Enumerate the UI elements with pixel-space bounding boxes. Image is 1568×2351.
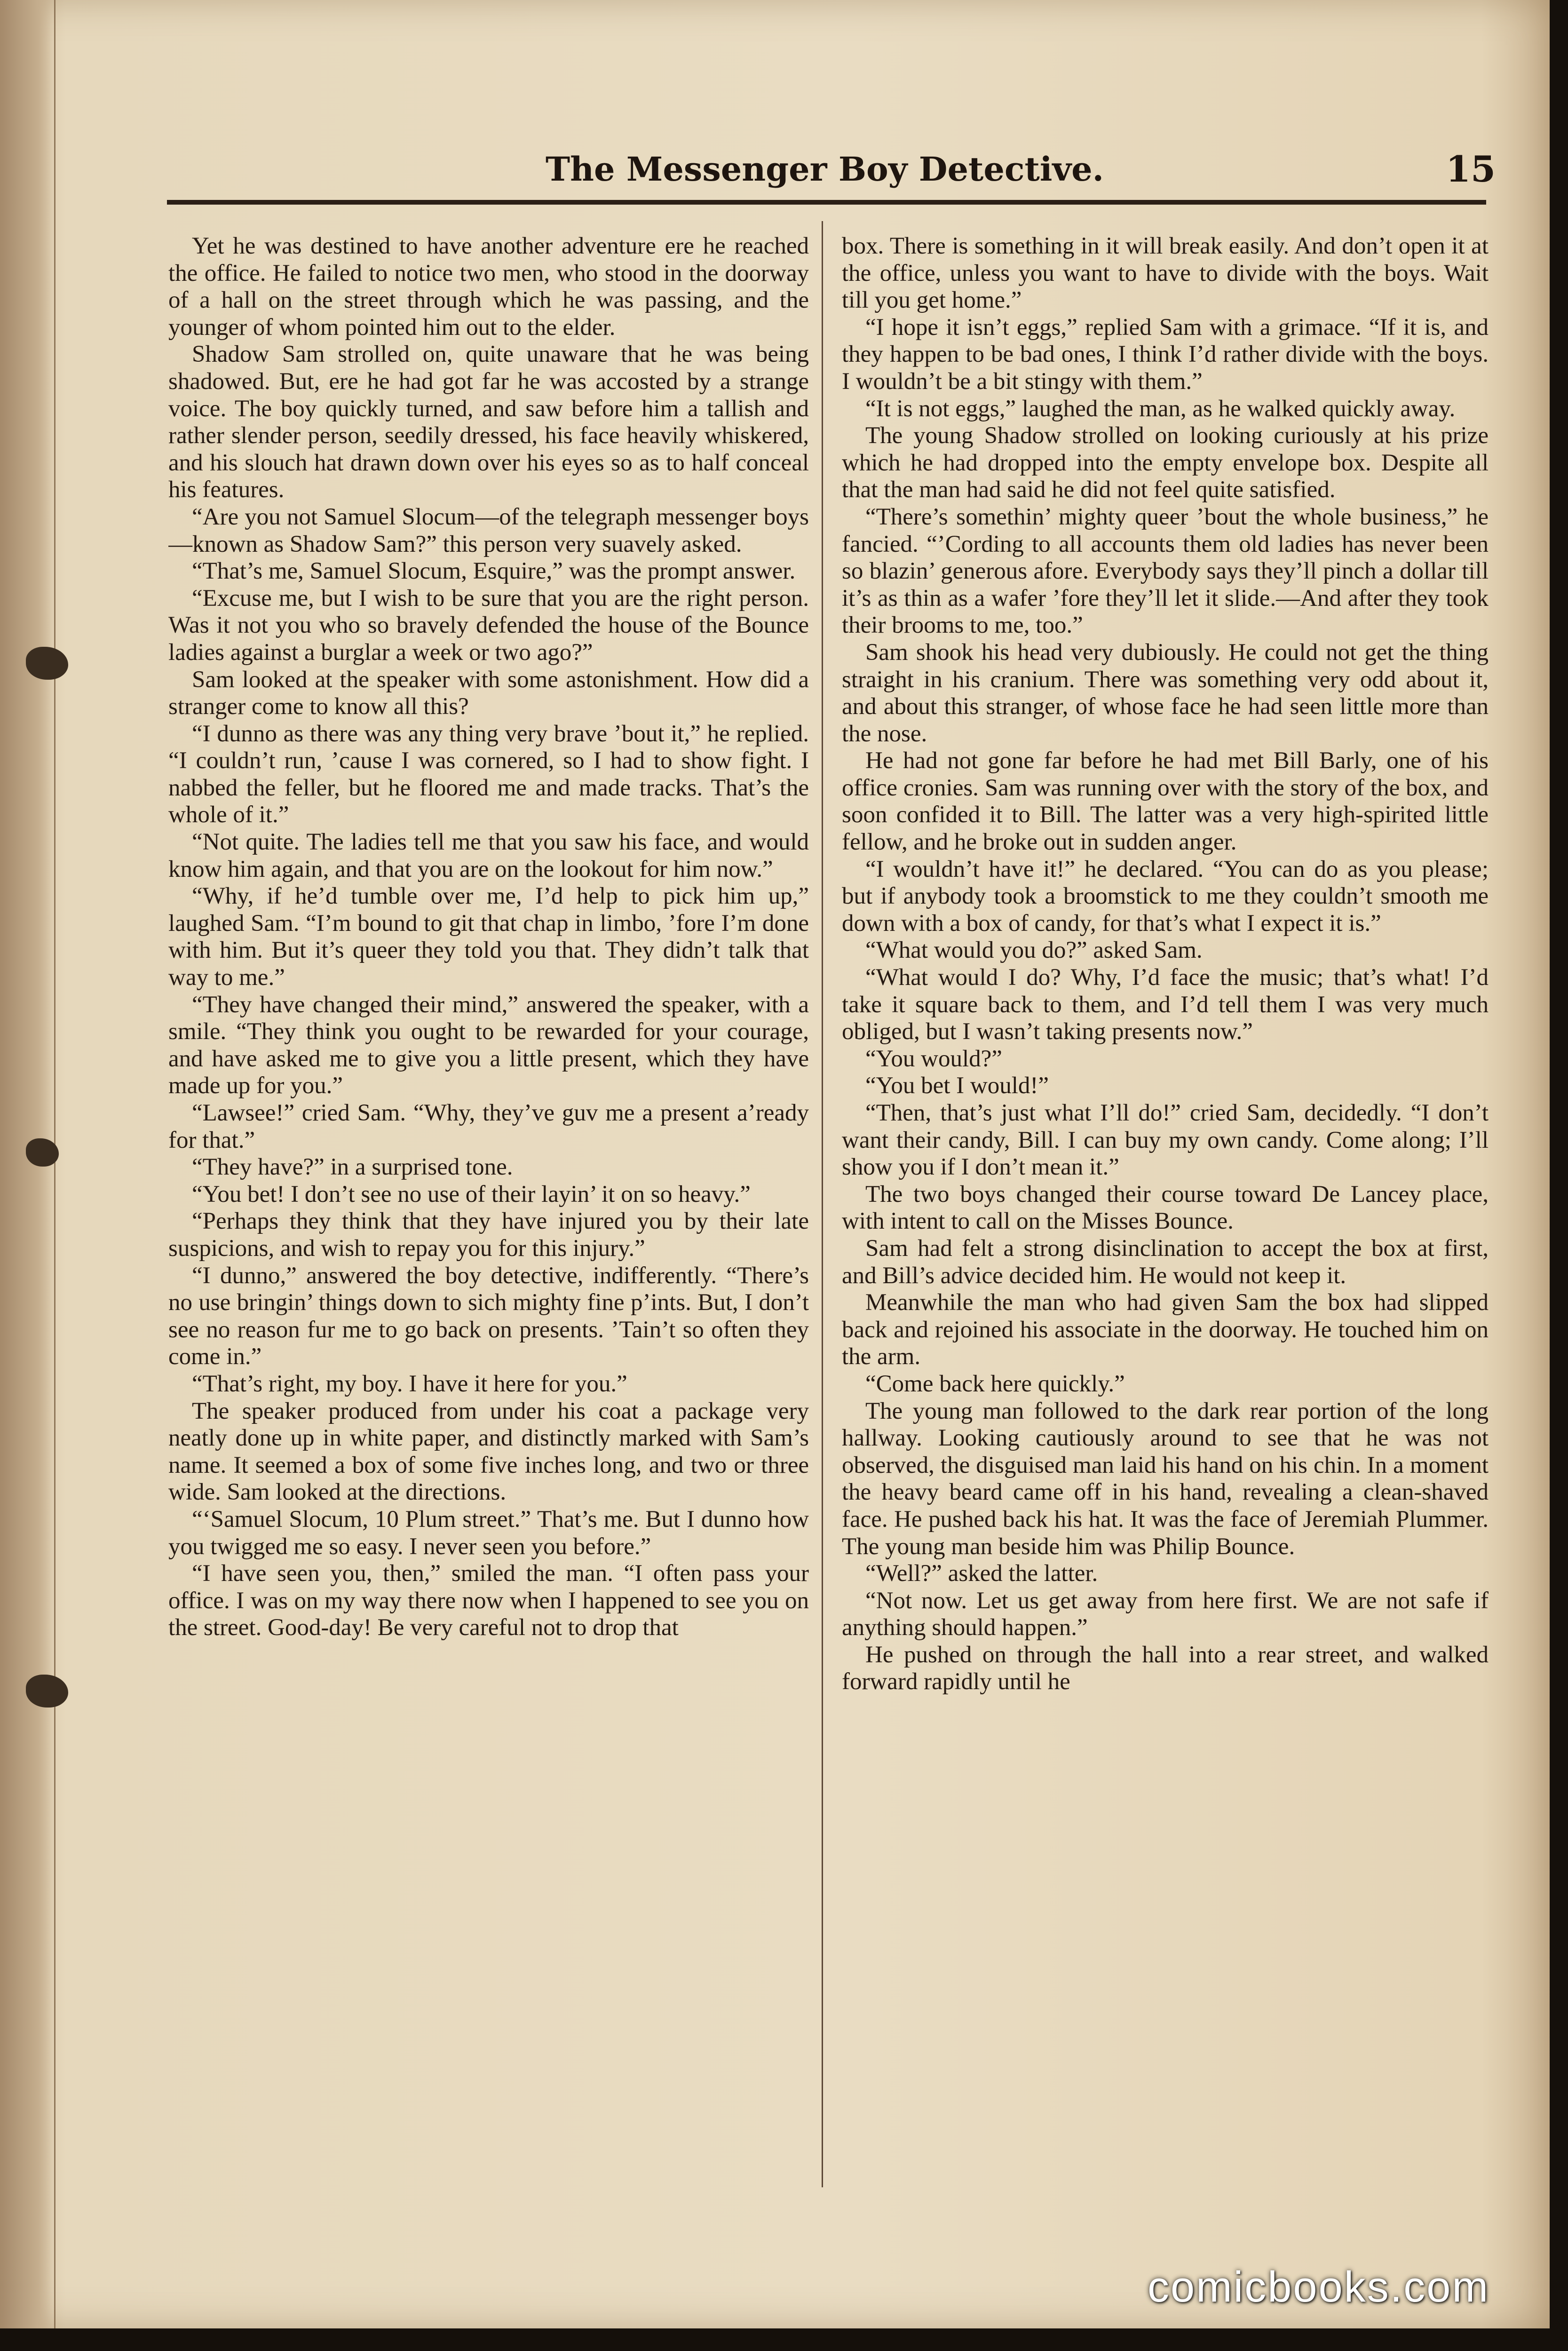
paragraph: The two boys changed their course toward De Lancey place, with intent to call on the Misses Bounce. xyxy=(842,1181,1489,1235)
paragraph: Sam shook his head very dubiously. He could not get the thing straight in his cranium. There was something very odd about it, and about this stranger, of whose face he had seen little more than the nose. xyxy=(842,639,1489,747)
paragraph: The speaker produced from under his coat a package very neatly done up in white paper, and distinctly marked with Sam’s name. It seemed a box of some five inches long, and two or three wide. Sam looked at the directions. xyxy=(168,1398,809,1506)
paragraph: “Excuse me, but I wish to be sure that you are the right person. Was it not you who so bravely defended the house of the Bounce ladies against a burglar a week or two ago?” xyxy=(168,585,809,666)
paragraph: “‘Samuel Slocum, 10 Plum street.” That’s me. But I dunno how you twigged me so easy. I never seen you before.” xyxy=(168,1506,809,1560)
paragraph: “You would?” xyxy=(865,1045,1002,1072)
paragraph: “You bet I would!” xyxy=(865,1072,1049,1099)
paragraph: box. There is something in it will break easily. And don’t open it at the office, unless you want to have to divide with the boys. Wait till you get home.” xyxy=(842,233,1489,314)
paragraph: Sam had felt a strong disinclination to accept the box at first, and Bill’s advice decided him. He would not keep it. xyxy=(842,1235,1489,1289)
binding-hole xyxy=(26,647,68,680)
paragraph: “You bet! I don’t see no use of their layin’ it on so heavy.” xyxy=(192,1181,751,1207)
page-number: 15 xyxy=(1446,148,1496,190)
paragraph: “Why, if he’d tumble over me, I’d help to pick him up,” laughed Sam. “I’m bound to git that chap in limbo, ’fore I’m done with him. But it’s queer they told you that. They didn’t talk that way to me.” xyxy=(168,883,809,991)
paragraph: “That’s me, Samuel Slocum, Esquire,” was the prompt answer. xyxy=(192,558,796,585)
paragraph: “Perhaps they think that they have injured you by their late suspicions, and wish to repay you for this injury.” xyxy=(168,1208,809,1262)
paragraph: “I dunno,” answered the boy detective, indifferently. “There’s no use bringin’ things down to sich mighty fine p’ints. But, I don’t see no reason fur me to go back on presents. ’Tain’t so often they come in.” xyxy=(168,1262,809,1370)
paragraph: “Then, that’s just what I’ll do!” cried Sam, decidedly. “I don’t want their candy, Bill. I can buy my own candy. Come along; I’ll show you if I don’t mean it.” xyxy=(842,1100,1489,1181)
paragraph: “Well?” asked the latter. xyxy=(865,1560,1098,1587)
paragraph: “What would you do?” asked Sam. xyxy=(865,937,1203,964)
paragraph: “There’s somethin’ mighty queer ’bout the whole business,” he fancied. “’Cording to all accounts them old ladies has never been so blazin’ generous afore. Everybody says they’ll pinch a dollar till it’s as thin as a wafer ’fore they’ll let it slide.—And after they took their brooms to me, too.” xyxy=(842,503,1489,639)
text-column-right xyxy=(842,233,1489,2190)
paragraph: “They have?” in a surprised tone. xyxy=(192,1154,513,1181)
header-rule xyxy=(167,200,1486,205)
paragraph: “It is not eggs,” laughed the man, as he walked quickly away. xyxy=(865,395,1456,422)
paragraph: Shadow Sam strolled on, quite unaware that he was being shadowed. But, ere he had got far he was accosted by a strange voice. The boy quickly turned, and saw before him a tallish and rather slender person, seedily dressed, his face heavily whiskered, and his slouch hat drawn down over his eyes so as to half conceal his features. xyxy=(168,341,809,503)
text-column-left xyxy=(168,233,809,2190)
paragraph: “What would I do? Why, I’d face the music; that’s what! I’d take it square back to them, and I’d tell them I was very much obliged, but I wasn’t taking presents now.” xyxy=(842,964,1489,1045)
paragraph: “I hope it isn’t eggs,” replied Sam with a grimace. “If it is, and they happen to be bad ones, I think I’d rather divide with the boys. I wouldn’t be a bit stingy with them.” xyxy=(842,314,1489,395)
paragraph: The young man followed to the dark rear portion of the long hallway. Looking cautiously around to see that he was not observed, the disguised man laid his hand on his chin. In a moment the heavy beard came off in his hand, revealing a clean-shaved face. He pushed back his hat. It was the face of Jeremiah Plummer. The young man beside him was Philip Bounce. xyxy=(842,1398,1489,1560)
watermark-text: comicbooks.com xyxy=(1148,2263,1490,2311)
paragraph: Meanwhile the man who had given Sam the box had slipped back and rejoined his associate in the doorway. He touched him on the arm. xyxy=(842,1289,1489,1370)
paragraph: “I have seen you, then,” smiled the man. “I often pass your office. I was on my way there now when I happened to see you on the street. Good-day! Be very careful not to drop that xyxy=(168,1560,809,1641)
paragraph: Sam looked at the speaker with some astonishment. How did a stranger come to know all this? xyxy=(168,666,809,720)
paragraph: “They have changed their mind,” answered the speaker, with a smile. “They think you ought to be rewarded for your courage, and have asked me to give you a little present, which they have made up for you.” xyxy=(168,991,809,1099)
paragraph: “Come back here quickly.” xyxy=(865,1370,1125,1397)
paragraph: “I wouldn’t have it!” he declared. “You can do as you please; but if anybody took a broomstick to me they couldn’t smooth me down with a box of candy, for that’s what I expect it is.” xyxy=(842,856,1489,937)
paragraph: “Are you not Samuel Slocum—of the telegraph messenger boys—known as Shadow Sam?” this person very suavely asked. xyxy=(168,503,809,557)
paragraph: “Lawsee!” cried Sam. “Why, they’ve guv me a present a’ready for that.” xyxy=(168,1100,809,1153)
paragraph: “That’s right, my boy. I have it here for you.” xyxy=(192,1370,627,1397)
paragraph: He pushed on through the hall into a rear street, and walked forward rapidly until he xyxy=(842,1641,1489,1695)
binding-hole xyxy=(26,1675,68,1708)
paragraph: Yet he was destined to have another adventure ere he reached the office. He failed to notice two men, who stood in the doorway of a hall on the street through which he was passing, and the younger of whom pointed him out to the elder. xyxy=(168,233,809,341)
paragraph: “Not quite. The ladies tell me that you saw his face, and would know him again, and that you are on the lookout for him now.” xyxy=(168,829,809,882)
paragraph: “I dunno as there was any thing very brave ’bout it,” he replied. “I couldn’t run, ’cause I was cornered, so I had to show fight. I nabbed the feller, but he floored me and made tracks. That’s the whole of it.” xyxy=(168,720,809,828)
paragraph: He had not gone far before he had met Bill Barly, one of his office cronies. Sam was running over with the story of the box, and soon confided it to Bill. The latter was a very high-spirited little fellow, and he broke out in sudden anger. xyxy=(842,747,1489,856)
running-header-title: The Messenger Boy Detective. xyxy=(546,150,1104,189)
column-divider xyxy=(822,221,823,2187)
paragraph: The young Shadow strolled on looking curiously at his prize which he had dropped into the empty envelope box. Despite all that the man had said he did not feel quite satisfied. xyxy=(842,422,1489,503)
paragraph: “Not now. Let us get away from here first. We are not safe if anything should happen.” xyxy=(842,1587,1489,1641)
